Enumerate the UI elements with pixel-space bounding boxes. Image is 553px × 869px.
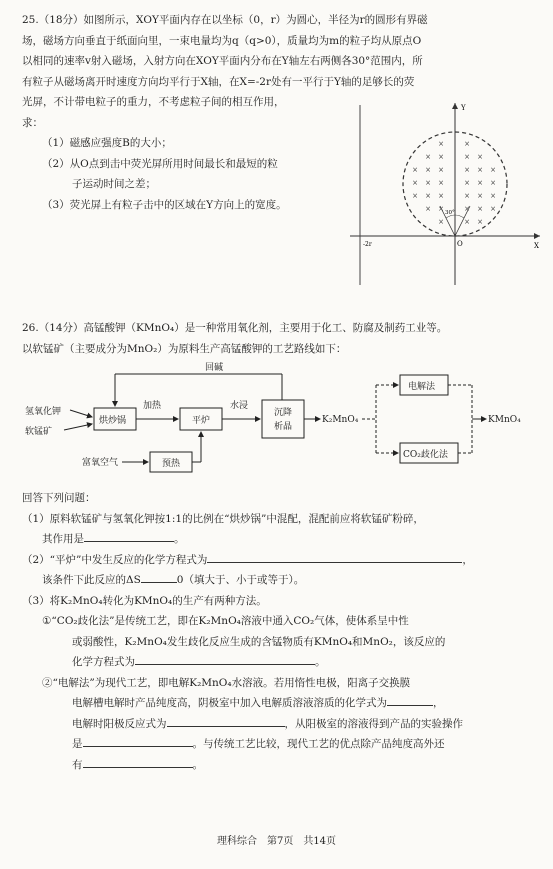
field-cross-mark: × bbox=[438, 140, 444, 148]
answer-blank-5[interactable] bbox=[387, 693, 433, 706]
x-axis-label: X bbox=[534, 242, 539, 250]
a3-2-line-3b: ，从阳极室的溶液得到产品的实验操作 bbox=[284, 717, 463, 730]
a3-1-line-2: 或弱酸性，K₂MnO₄发生歧化反应生成的含锰物质有KMnO₄和MnO₂，该反应的 bbox=[72, 635, 446, 648]
field-cross-mark: × bbox=[464, 192, 470, 200]
field-cross-mark: × bbox=[425, 192, 431, 200]
q25-line-3: 以相同的速率v射入磁场，入射方向在XOY平面内分布在Y轴左右两侧各30°范围内，所 bbox=[22, 55, 423, 67]
angle-label: 30° bbox=[445, 210, 455, 216]
field-cross-mark: × bbox=[438, 192, 444, 200]
answer-blank-2[interactable] bbox=[207, 550, 462, 563]
field-cross-mark: × bbox=[477, 153, 483, 161]
field-cross-mark: × bbox=[425, 179, 431, 187]
field-cross-mark: × bbox=[438, 218, 444, 226]
a2-end: ， bbox=[462, 553, 473, 566]
page-footer: 理科综合 第7页 共14页 bbox=[216, 836, 337, 847]
field-cross-mark: × bbox=[464, 153, 470, 161]
origin-label: O bbox=[457, 240, 463, 248]
answers-intro: 回答下列问题： bbox=[22, 492, 96, 504]
a3-2-line-4: 是 bbox=[72, 738, 83, 750]
answer-blank-8[interactable] bbox=[83, 755, 193, 768]
field-cross-mark: × bbox=[438, 153, 444, 161]
box-co2-label: CO₂歧化法 bbox=[403, 450, 448, 460]
field-cross-mark: × bbox=[464, 179, 470, 187]
q25-line-6: 求： bbox=[22, 116, 43, 129]
heat-label: 加热 bbox=[143, 401, 162, 411]
a3-2-line-5: 有 bbox=[72, 758, 83, 771]
field-cross-mark: × bbox=[477, 218, 483, 226]
answer-blank-4[interactable] bbox=[135, 652, 315, 665]
q25-line-5: 光屏，不计带电粒子的重力，不考虑粒子间的相互作用， bbox=[22, 96, 285, 108]
box-settle bbox=[262, 400, 304, 438]
field-cross-mark: × bbox=[412, 192, 418, 200]
a1-line-2: 其作用是 bbox=[42, 533, 84, 545]
kmno4-product-label: KMnO₄ bbox=[488, 415, 521, 425]
a3-line-1: （3）将K₂MnO₄转化为KMnO₄的生产有两种方法。 bbox=[22, 594, 267, 607]
answer-blank-6[interactable] bbox=[167, 714, 285, 727]
box-settle-label-1: 沉降 bbox=[274, 408, 293, 418]
field-cross-mark: × bbox=[412, 166, 418, 174]
a1-end: 。 bbox=[174, 533, 185, 545]
field-cross-mark: × bbox=[477, 179, 483, 187]
field-cross-mark: × bbox=[438, 205, 444, 213]
y-axis-label: Y bbox=[461, 104, 466, 112]
q25-line-4: 有粒子从磁场离开时速度方向均平行于X轴，在X=-2r处有一平行于Y轴的足够长的荧 bbox=[22, 75, 415, 88]
q25-line-2: 场，磁场方向垂直于纸面向里，一束电量均为q（q>0），质量均为m的粒子均从原点O bbox=[22, 34, 422, 47]
field-cross-mark: × bbox=[477, 192, 483, 200]
a1-line-1: （1）原料软锰矿与氢氧化钾按1:1的比例在“烘炒锅”中混配，混配前应将软锰矿粉碎， bbox=[22, 512, 424, 525]
field-cross-mark: × bbox=[438, 166, 444, 174]
q26-line-1: 26.（14分）高锰酸钾（KMnO₄）是一种常用氧化剂，主要用于化工、防腐及制药工业等。 bbox=[22, 322, 448, 334]
field-cross-mark: × bbox=[464, 140, 470, 148]
field-cross-mark: × bbox=[490, 192, 496, 200]
recycle-label: 回碱 bbox=[205, 363, 224, 373]
air-label: 富氧空气 bbox=[82, 458, 119, 468]
answer-blank-7[interactable] bbox=[83, 734, 193, 747]
answer-blank-3[interactable] bbox=[141, 570, 177, 583]
answer-blank-1[interactable] bbox=[84, 529, 174, 542]
field-cross-mark: × bbox=[464, 218, 470, 226]
input-pyrolusite: 软锰矿 bbox=[25, 427, 53, 437]
q25-sub-2: （2）从O点到击中荧光屏所用时间最长和最短的粒 bbox=[42, 157, 278, 170]
box-preheat-label: 预热 bbox=[162, 459, 181, 469]
field-cross-mark: × bbox=[490, 205, 496, 213]
q25-line-1: 25.（18分）如图所示，XOY平面内存在以坐标（0，r）为圆心，半径为r的圆形有界磁 bbox=[22, 14, 428, 26]
field-cross-mark: × bbox=[464, 166, 470, 174]
a2-line-2b: 0（填大于、小于或等于）。 bbox=[176, 574, 305, 586]
a3-2-end: 。 bbox=[192, 758, 203, 771]
box-roaster-label: 烘炒锅 bbox=[99, 416, 127, 426]
field-cross-mark: × bbox=[477, 205, 483, 213]
q25-sub-3: （3）荧光屏上有粒子击中的区域在Y方向上的宽度。 bbox=[42, 198, 287, 211]
k2mno4-label: K₂MnO₄ bbox=[322, 415, 359, 425]
a3-2-line-1: ②“电解法”为现代工艺，即电解K₂MnO₄水溶液。若用惰性电极，阳离子交换膜 bbox=[42, 676, 411, 689]
field-cross-mark: × bbox=[412, 179, 418, 187]
field-cross-mark: × bbox=[477, 166, 483, 174]
field-cross-mark: × bbox=[425, 166, 431, 174]
field-cross-mark: × bbox=[425, 153, 431, 161]
field-cross-mark: × bbox=[438, 179, 444, 187]
water-label: 水浸 bbox=[230, 401, 249, 411]
a2-line-2a: 该条件下此反应的ΔS bbox=[42, 574, 141, 586]
a3-1-line-3: 化学方程式为 bbox=[72, 656, 135, 668]
input-koh: 氢氧化钾 bbox=[25, 407, 62, 417]
q26-line-2: 以软锰矿（主要成分为MnO₂）为原料生产高锰酸钾的工艺路线如下： bbox=[22, 342, 347, 355]
field-cross-mark: × bbox=[425, 205, 431, 213]
field-cross-mark: × bbox=[464, 205, 470, 213]
screen-position-label: -2r bbox=[363, 241, 372, 248]
a3-1-line-1: ①“CO₂歧化法”是传统工艺，即在K₂MnO₄溶液中通入CO₂气体，使体系呈中性 bbox=[42, 615, 409, 627]
q26-text bbox=[22, 318, 534, 359]
a3-2-line-3: 电解时阳极反应式为 bbox=[72, 717, 167, 730]
a3-1-end: 。 bbox=[315, 656, 326, 668]
q25-magnetic-field-figure bbox=[345, 100, 545, 290]
q26-answers bbox=[22, 488, 534, 775]
a3-2-line-4b: 。与传统工艺比较，现代工艺的优点除产品纯度高外还 bbox=[192, 738, 445, 750]
field-cross-mark: × bbox=[490, 179, 496, 187]
box-furnace-label: 平炉 bbox=[192, 416, 211, 426]
field-cross-mark: × bbox=[490, 166, 496, 174]
a2-line-1: （2）“平炉”中发生反应的化学方程式为 bbox=[22, 553, 208, 566]
a3-2-line-2: 电解槽电解时产品纯度高，阴极室中加入电解质溶液溶质的化学式为 bbox=[72, 697, 387, 709]
a3-2-l2-end: ， bbox=[433, 697, 444, 709]
box-electrolysis-label: 电解法 bbox=[408, 382, 436, 392]
q25-sub-1: （1）磁感应强度B的大小； bbox=[42, 137, 172, 149]
q25-sub-2b: 子运动时间之差； bbox=[72, 178, 156, 190]
q26-process-flow-diagram bbox=[20, 362, 535, 487]
box-settle-label-2: 析晶 bbox=[274, 422, 293, 432]
